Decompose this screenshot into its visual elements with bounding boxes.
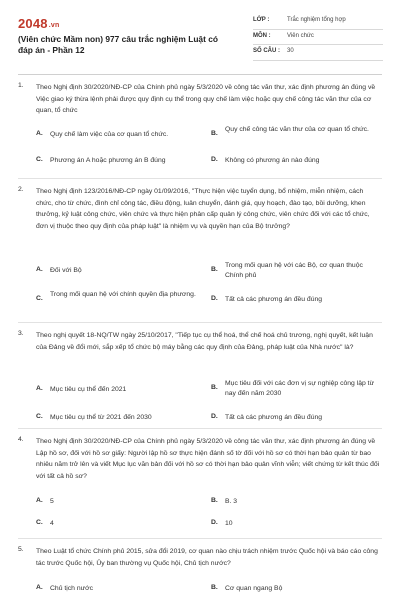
- answer-letter: B.: [211, 130, 218, 137]
- question-5: [18, 546, 382, 598]
- answer-letter: B.: [211, 584, 218, 591]
- answer-letter: A.: [36, 266, 43, 273]
- meta-key: LỚP :: [253, 17, 270, 23]
- question-divider: [18, 178, 382, 179]
- meta-value: 30: [287, 48, 294, 54]
- question-3: [18, 330, 382, 430]
- question-text: Theo Nghị định 30/2020/NĐ-CP của Chính phủ ngày 5/3/2020 về công tác văn thư, xác định phương án đúng về Việc giao ký thừa lệnh phải được quy định cụ thể trong quy chế làm việc hoặc quy chế công tác văn thư của cơ quan, tổ chức: [36, 84, 376, 114]
- question-divider: [18, 538, 382, 539]
- answer-text: Mục tiêu cụ thể từ 2021 đến 2030: [50, 414, 152, 421]
- question-text: Theo Luật tổ chức Chính phủ 2015, sửa đổi 2019, cơ quan nào chịu trách nhiệm trước Quốc hội và báo cáo công tác trước Quốc hội, Ủy ban thường vụ Quốc hội, Chủ tịch nước?: [36, 548, 378, 567]
- answer-letter: C.: [36, 519, 43, 526]
- header: [0, 0, 400, 72]
- site-logo[interactable]: [18, 16, 59, 31]
- logo-suffix: .vn: [48, 22, 60, 29]
- answer-text: Đối với Bộ: [50, 267, 82, 274]
- question-2: [18, 186, 382, 326]
- question-4: [18, 436, 382, 536]
- meta-row-subject: [253, 30, 383, 46]
- meta-key: MÔN :: [253, 32, 271, 39]
- question-text: Theo Nghị định 30/2020/NĐ-CP của Chính phủ ngày 5/3/2020 về công tác văn thư, xác định phương án đúng về Lập hồ sơ, đối với hồ sơ giấy: Người lập hồ sơ thực hiện đánh số tờ đối với hồ sơ có thời hạn bảo quản từ bao nhiêu năm trở lên và viết Mục lục văn bản đối với hồ sơ có thời hạn bảo quản vĩnh viễn; viết chứng từ kết thúc đối với tất cả hồ sơ?: [36, 438, 380, 480]
- meta-value: Trắc nghiệm tổng hợp: [287, 17, 346, 23]
- answer-text: Mục tiêu đối với các đơn vị sự nghiệp công lập từ nay đến năm 2030: [225, 380, 375, 397]
- page-title: (Viên chức Mầm non) 977 câu trắc nghiệm Luật có đáp án - Phần 12: [18, 34, 218, 55]
- question-1: [18, 82, 382, 182]
- meta-value: Viên chức: [287, 32, 314, 39]
- answer-text: Trong mối quan hệ với chính quyền địa phương.: [50, 291, 196, 298]
- answer-letter: C.: [36, 295, 43, 302]
- answer-letter: A.: [36, 130, 43, 137]
- question-number: 4.: [18, 436, 24, 443]
- answer-text: B. 3: [225, 498, 238, 505]
- answer-letter: C.: [36, 413, 43, 420]
- answer-text: Mục tiêu cụ thể đến 2021: [50, 386, 127, 393]
- meta-key: SỐ CÂU :: [253, 48, 280, 54]
- answer-letter: B.: [211, 497, 218, 504]
- header-divider: [18, 74, 382, 75]
- answer-text: 5: [50, 498, 54, 505]
- question-number: 1.: [18, 82, 24, 89]
- meta-info: [253, 14, 383, 61]
- answer-text: Trong mối quan hệ với các Bộ, cơ quan thuộc Chính phủ: [225, 262, 363, 279]
- answer-text: Tất cả các phương án đều đúng: [225, 414, 323, 421]
- answer-text: Phương án A hoặc phương án B đúng: [50, 157, 166, 164]
- answer-text: Chủ tịch nước: [50, 585, 94, 592]
- answer-letter: A.: [36, 497, 43, 504]
- answer-text: Tất cả các phương án đều đúng: [225, 296, 323, 303]
- logo-text: 2048: [18, 16, 48, 31]
- answer-letter: D.: [211, 413, 218, 420]
- question-text: Theo Nghị định 123/2016/NĐ-CP ngày 01/09/2016, "Thực hiện việc tuyển dụng, bổ nhiệm, miễn nhiệm, cách chức, cho từ chức, đình chỉ công tác, điều động, luân chuyển, đánh giá, quy hoạch, đào tạo, bồi dưỡng, khen thưởng, kỷ luật công chức, viên chức và thực hiện phân cấp quản lý công chức, viên chức đối với các tổ chức, đơn vị thuộc theo quy định của pháp luật" là nhiệm vụ và quyền hạn của Bộ trưởng?: [36, 188, 370, 230]
- answer-text: Quy chế công tác văn thư của cơ quan tổ chức.: [225, 126, 369, 133]
- answer-text: 10: [225, 520, 233, 527]
- answer-letter: D.: [211, 295, 218, 302]
- answer-letter: A.: [36, 385, 43, 392]
- answer-letter: D.: [211, 519, 218, 526]
- question-number: 5.: [18, 546, 24, 553]
- answer-letter: B.: [211, 266, 218, 273]
- question-divider: [18, 322, 382, 323]
- answer-letter: C.: [36, 156, 43, 163]
- answer-letter: D.: [211, 156, 218, 163]
- question-number: 3.: [18, 330, 24, 337]
- answer-letter: B.: [211, 384, 218, 391]
- answer-text: 4: [50, 520, 54, 527]
- answer-text: Quy chế làm việc của cơ quan tổ chức.: [50, 131, 169, 138]
- question-divider: [18, 428, 382, 429]
- meta-row-count: [253, 45, 383, 61]
- meta-row-class: [253, 14, 383, 30]
- question-text: Theo nghị quyết 18-NQ/TW ngày 25/10/2017, "Tiếp tục cụ thể hoá, thể chế hoá chủ trương, nghị quyết, kết luận của Đảng về đổi mới, sắp xếp tổ chức bộ máy bằng các quy định của Đảng, pháp luật của Nhà nước" là?: [36, 332, 373, 351]
- question-number: 2.: [18, 186, 24, 193]
- answer-text: Cơ quan ngang Bộ: [225, 585, 283, 592]
- answer-text: Không có phương án nào đúng: [225, 157, 320, 164]
- answer-letter: A.: [36, 584, 43, 591]
